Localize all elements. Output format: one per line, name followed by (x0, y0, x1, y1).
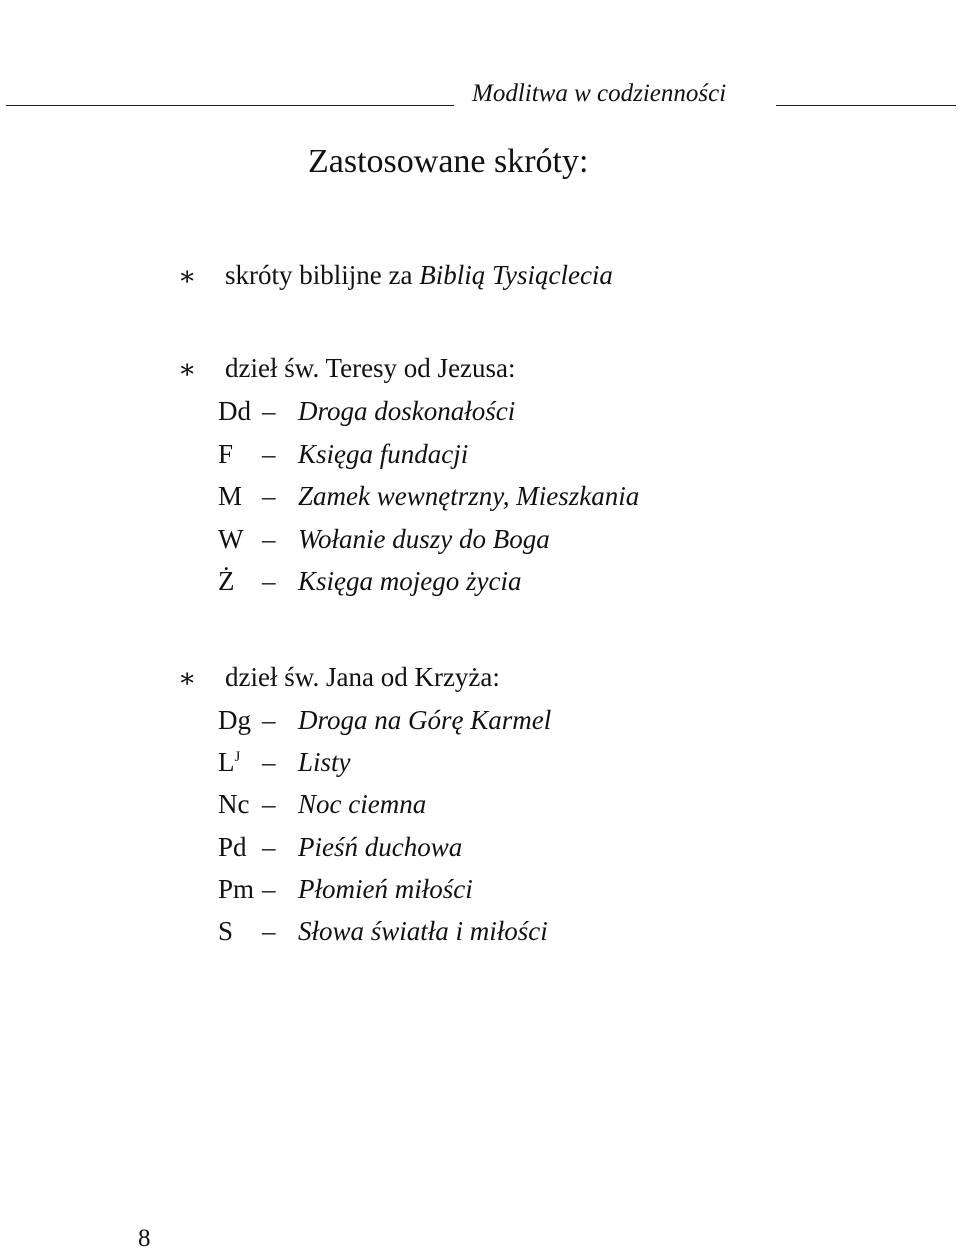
dash: – (262, 396, 276, 426)
dash: – (262, 873, 276, 904)
section-text-italic: Biblią Tysiąclecia (419, 260, 613, 290)
dash: – (262, 566, 276, 596)
abbreviation (218, 747, 240, 778)
dash: – (262, 789, 276, 820)
work-title: Księga mojego życia (298, 566, 522, 596)
abbreviation (218, 481, 242, 512)
abbreviation (218, 396, 251, 427)
abbreviation-superscript: J (234, 749, 241, 766)
work-title: Księga fundacji (298, 438, 469, 469)
header-rule-left (6, 105, 454, 106)
dash: – (262, 438, 276, 469)
dash: – (262, 523, 276, 554)
abbreviation (218, 524, 243, 555)
abbreviation-code: L (218, 747, 235, 778)
dash: – (262, 831, 276, 862)
work-title: Droga na Górę Karmel (298, 705, 552, 735)
page-number: 8 (138, 1225, 151, 1249)
dash: – (262, 481, 276, 511)
abbreviation-code: M (218, 481, 243, 511)
dash: – (262, 747, 276, 778)
work-title: Wołanie duszy do Boga (298, 523, 550, 554)
dash: – (262, 705, 276, 735)
abbreviation (218, 832, 247, 863)
abbreviation-code: Pm (218, 873, 255, 904)
work-title: Noc ciemna (298, 789, 427, 820)
abbreviation (218, 916, 233, 947)
bullet-asterisk-icon: ∗ (178, 663, 197, 693)
abbreviation (218, 439, 233, 470)
work-title: Słowa światła i miłości (298, 916, 548, 946)
page-title: Zastosowane skróty: (308, 143, 589, 180)
abbreviation (218, 789, 249, 820)
bullet-asterisk-icon: ∗ (178, 261, 197, 291)
work-title: Płomień miłości (298, 873, 473, 904)
abbreviation-code: Pd (218, 831, 247, 862)
dash: – (262, 916, 276, 946)
abbreviation-code: Dd (218, 396, 251, 426)
section-teresa-heading: dzieł św. Teresy od Jezusa: (225, 353, 516, 383)
abbreviation (218, 705, 251, 736)
running-title: Modlitwa w codzienności (472, 80, 727, 107)
section-bible (225, 260, 613, 291)
abbreviation (218, 874, 254, 905)
abbreviation-code: S (218, 916, 234, 946)
abbreviation-code: Ż (218, 566, 235, 596)
abbreviation-code: W (218, 523, 244, 554)
work-title: Listy (298, 747, 351, 778)
bullet-asterisk-icon: ∗ (178, 354, 197, 384)
work-title: Pieśń duchowa (298, 831, 463, 862)
work-title: Droga doskonałości (298, 396, 516, 426)
section-john-heading: dzieł św. Jana od Krzyża: (225, 662, 500, 692)
abbreviation-code: F (218, 438, 234, 469)
abbreviation-code: Dg (218, 705, 251, 735)
work-title: Zamek wewnętrzny, Mieszkania (298, 481, 640, 511)
abbreviation (218, 566, 235, 597)
abbreviation-code: Nc (218, 789, 250, 820)
section-text: skróty biblijne za (225, 260, 420, 290)
header-rule-right (776, 105, 956, 106)
